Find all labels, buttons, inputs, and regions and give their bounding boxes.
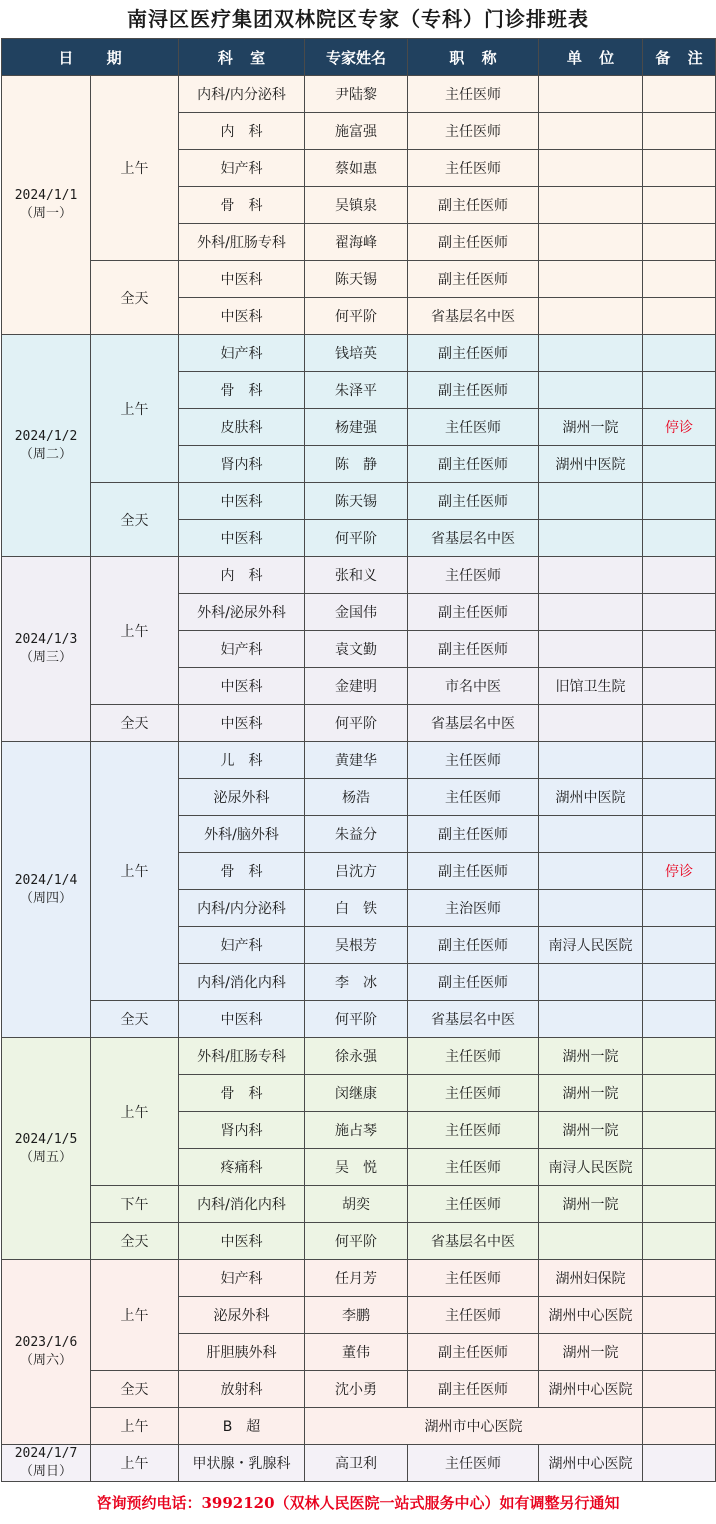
dept-cell: 骨 科 [179, 1075, 305, 1112]
title-cell: 主任医师 [408, 1260, 539, 1297]
title-cell: 主任医师 [408, 1186, 539, 1223]
unit-cell: 南浔人民医院 [539, 927, 643, 964]
header-date: 日 期 [2, 39, 179, 76]
table-row [2, 76, 716, 113]
table-row [2, 742, 716, 779]
expert-name-cell: 闵继康 [305, 1075, 408, 1112]
date-cell [2, 1260, 91, 1445]
period-cell: 上午 [91, 335, 179, 483]
expert-name-cell: 何平阶 [305, 1001, 408, 1038]
unit-cell [539, 557, 643, 594]
dept-cell: 疼痛科 [179, 1149, 305, 1186]
title-cell: 副主任医师 [408, 446, 539, 483]
expert-name-cell: 黄建华 [305, 742, 408, 779]
unit-cell: 湖州妇保院 [539, 1260, 643, 1297]
expert-name-cell: 钱培英 [305, 335, 408, 372]
expert-name-cell: 杨建强 [305, 409, 408, 446]
expert-name-cell: 蔡如惠 [305, 150, 408, 187]
unit-cell [539, 483, 643, 520]
unit-cell [539, 113, 643, 150]
title-cell: 主任医师 [408, 1075, 539, 1112]
unit-cell: 湖州中心医院 [539, 1297, 643, 1334]
note-cell [643, 779, 716, 816]
title-cell: 主任医师 [408, 150, 539, 187]
title-cell: 主任医师 [408, 1297, 539, 1334]
unit-cell: 旧馆卫生院 [539, 668, 643, 705]
expert-name-cell: 白 铁 [305, 890, 408, 927]
unit-cell [539, 705, 643, 742]
dept-cell: 骨 科 [179, 187, 305, 224]
dept-cell: 中医科 [179, 1223, 305, 1260]
note-cell [643, 927, 716, 964]
date-label: 2023/1/6 [14, 1335, 78, 1350]
expert-name-cell: 吴根芳 [305, 927, 408, 964]
expert-name-cell: 何平阶 [305, 520, 408, 557]
dept-cell: 泌尿外科 [179, 779, 305, 816]
period-cell: 上午 [91, 1260, 179, 1371]
dept-cell: 儿 科 [179, 742, 305, 779]
note-cell [643, 113, 716, 150]
title-cell: 副主任医师 [408, 261, 539, 298]
note-cell [643, 372, 716, 409]
period-cell: 上午 [91, 1408, 179, 1445]
expert-name-cell: 高卫利 [305, 1445, 408, 1482]
title-cell: 副主任医师 [408, 816, 539, 853]
title-cell: 主任医师 [408, 113, 539, 150]
expert-name-cell: 陈天锡 [305, 261, 408, 298]
dept-cell: 骨 科 [179, 372, 305, 409]
date-cell [2, 1038, 91, 1260]
header-note: 备 注 [643, 39, 716, 76]
note-cell [643, 816, 716, 853]
merged-unit-cell: 湖州市中心医院 [305, 1408, 643, 1445]
unit-cell [539, 890, 643, 927]
note-cell [643, 964, 716, 1001]
title-cell: 主治医师 [408, 890, 539, 927]
dept-cell: 外科/肛肠专科 [179, 224, 305, 261]
title-cell: 主任医师 [408, 557, 539, 594]
expert-name-cell: 杨浩 [305, 779, 408, 816]
unit-cell [539, 853, 643, 890]
note-cell: 停诊 [643, 853, 716, 890]
note-cell [643, 631, 716, 668]
unit-cell [539, 372, 643, 409]
weekday-label: （周二） [19, 446, 72, 462]
footer-notice: 咨询预约电话：3992120（双林人民医院一站式服务中心）如有调整另行通知 [96, 1494, 620, 1512]
title-cell: 副主任医师 [408, 853, 539, 890]
note-cell [643, 705, 716, 742]
expert-name-cell: 何平阶 [305, 298, 408, 335]
expert-name-cell: 施占琴 [305, 1112, 408, 1149]
table-row [2, 1371, 716, 1408]
period-cell: 全天 [91, 483, 179, 557]
header-row [2, 39, 716, 76]
title-cell: 省基层名中医 [408, 298, 539, 335]
dept-cell: 中医科 [179, 705, 305, 742]
dept-cell: 妇产科 [179, 150, 305, 187]
dept-cell: 内 科 [179, 113, 305, 150]
title-cell: 市名中医 [408, 668, 539, 705]
note-cell [643, 1075, 716, 1112]
dept-cell: 外科/脑外科 [179, 816, 305, 853]
dept-cell: 外科/泌尿外科 [179, 594, 305, 631]
schedule-body [2, 76, 716, 1482]
dept-cell: 中医科 [179, 1001, 305, 1038]
period-cell: 全天 [91, 705, 179, 742]
note-cell [643, 1260, 716, 1297]
dept-cell: 中医科 [179, 520, 305, 557]
unit-cell [539, 631, 643, 668]
expert-name-cell: 任月芳 [305, 1260, 408, 1297]
title-cell: 主任医师 [408, 779, 539, 816]
table-row [2, 335, 716, 372]
expert-name-cell: 金建明 [305, 668, 408, 705]
unit-cell: 湖州一院 [539, 409, 643, 446]
expert-name-cell: 何平阶 [305, 705, 408, 742]
unit-cell [539, 964, 643, 1001]
title-cell: 省基层名中医 [408, 1001, 539, 1038]
date-label: 2024/1/5 [14, 1131, 78, 1147]
note-cell [643, 187, 716, 224]
unit-cell: 湖州中心医院 [539, 1371, 643, 1408]
title-cell: 副主任医师 [408, 372, 539, 409]
unit-cell [539, 742, 643, 779]
period-cell: 上午 [91, 557, 179, 705]
note-cell [643, 742, 716, 779]
weekday-label: （周一） [19, 206, 72, 221]
title-cell: 副主任医师 [408, 1334, 539, 1371]
dept-cell: 中医科 [179, 261, 305, 298]
page-title: 南浔区医疗集团双林院区专家（专科）门诊排班表 [127, 7, 589, 31]
period-cell: 全天 [91, 261, 179, 335]
note-cell [643, 483, 716, 520]
title-cell: 省基层名中医 [408, 705, 539, 742]
period-cell: 上午 [91, 76, 179, 261]
dept-cell: 中医科 [179, 298, 305, 335]
title-cell: 副主任医师 [408, 224, 539, 261]
dept-cell: 皮肤科 [179, 409, 305, 446]
unit-cell [539, 520, 643, 557]
dept-cell: 妇产科 [179, 631, 305, 668]
table-row [2, 261, 716, 298]
dept-cell: 外科/肛肠专科 [179, 1038, 305, 1075]
title-cell: 副主任医师 [408, 335, 539, 372]
unit-cell [539, 224, 643, 261]
dept-cell: 中医科 [179, 483, 305, 520]
unit-cell: 湖州一院 [539, 1038, 643, 1075]
period-cell: 全天 [91, 1371, 179, 1408]
note-cell [643, 1038, 716, 1075]
unit-cell [539, 335, 643, 372]
note-cell [643, 1297, 716, 1334]
title-cell: 副主任医师 [408, 1371, 539, 1408]
note-cell: 停诊 [643, 409, 716, 446]
unit-cell [539, 187, 643, 224]
table-row [2, 1223, 716, 1260]
header-unit: 单 位 [539, 39, 643, 76]
expert-name-cell: 吴 悦 [305, 1149, 408, 1186]
unit-cell: 湖州一院 [539, 1186, 643, 1223]
dept-cell: 甲状腺・乳腺科 [179, 1445, 305, 1482]
dept-cell: 骨 科 [179, 853, 305, 890]
expert-name-cell: 沈小勇 [305, 1371, 408, 1408]
expert-name-cell: 陈 静 [305, 446, 408, 483]
unit-cell [539, 1001, 643, 1038]
period-cell: 上午 [91, 1038, 179, 1186]
dept-cell: 内科/消化内科 [179, 1186, 305, 1223]
note-cell [643, 76, 716, 113]
title-cell: 省基层名中医 [408, 520, 539, 557]
period-cell: 下午 [91, 1186, 179, 1223]
date-cell [2, 742, 91, 1038]
title-cell: 主任医师 [408, 1445, 539, 1482]
weekday-label: （周四） [19, 890, 72, 906]
date-label: 2024/1/7 [14, 1446, 78, 1461]
title-cell: 副主任医师 [408, 187, 539, 224]
table-row [2, 557, 716, 594]
unit-cell: 湖州一院 [539, 1075, 643, 1112]
note-cell [643, 261, 716, 298]
dept-cell: 内科/内分泌科 [179, 76, 305, 113]
unit-cell: 湖州中医院 [539, 779, 643, 816]
header-expert: 专家姓名 [305, 39, 408, 76]
note-cell [643, 1445, 716, 1482]
period-cell: 全天 [91, 1001, 179, 1038]
unit-cell [539, 816, 643, 853]
date-cell [2, 557, 91, 742]
date-cell [2, 1445, 91, 1482]
header-title: 职 称 [408, 39, 539, 76]
table-row [2, 1001, 716, 1038]
expert-name-cell: 朱泽平 [305, 372, 408, 409]
dept-cell: 内科/内分泌科 [179, 890, 305, 927]
note-cell [643, 1334, 716, 1371]
unit-cell: 湖州中医院 [539, 446, 643, 483]
note-cell [643, 150, 716, 187]
note-cell [643, 446, 716, 483]
weekday-label: （周六） [19, 1353, 72, 1368]
unit-cell [539, 298, 643, 335]
note-cell [643, 1223, 716, 1260]
note-cell [643, 224, 716, 261]
note-cell [643, 520, 716, 557]
expert-name-cell: 何平阶 [305, 1223, 408, 1260]
expert-name-cell: 胡奕 [305, 1186, 408, 1223]
weekday-label: （周五） [19, 1149, 72, 1165]
header-dept: 科 室 [179, 39, 305, 76]
expert-name-cell: 尹陆黎 [305, 76, 408, 113]
dept-cell: 妇产科 [179, 335, 305, 372]
unit-cell [539, 150, 643, 187]
weekday-label: （周三） [19, 650, 72, 665]
note-cell [643, 890, 716, 927]
unit-cell: 湖州中心医院 [539, 1445, 643, 1482]
table-row [2, 705, 716, 742]
title-cell: 主任医师 [408, 1112, 539, 1149]
period-cell: 全天 [91, 1223, 179, 1260]
note-cell [643, 298, 716, 335]
expert-name-cell: 金国伟 [305, 594, 408, 631]
dept-cell: 内 科 [179, 557, 305, 594]
dept-cell: 妇产科 [179, 1260, 305, 1297]
table-row [2, 483, 716, 520]
table-row [2, 1445, 716, 1482]
dept-cell: 肾内科 [179, 1112, 305, 1149]
note-cell [643, 557, 716, 594]
title-cell: 主任医师 [408, 1149, 539, 1186]
date-cell [2, 335, 91, 557]
title-cell: 副主任医师 [408, 483, 539, 520]
note-cell [643, 1186, 716, 1223]
dept-cell: 妇产科 [179, 927, 305, 964]
note-cell [643, 1371, 716, 1408]
date-label: 2024/1/2 [14, 428, 78, 444]
table-row [2, 1186, 716, 1223]
date-label: 2024/1/4 [14, 872, 78, 888]
note-cell [643, 1112, 716, 1149]
expert-name-cell: 李 冰 [305, 964, 408, 1001]
period-cell: 上午 [91, 1445, 179, 1482]
weekday-label: （周日） [19, 1464, 72, 1479]
note-cell [643, 1001, 716, 1038]
dept-cell: 中医科 [179, 668, 305, 705]
unit-cell: 湖州一院 [539, 1334, 643, 1371]
title-cell: 主任医师 [408, 1038, 539, 1075]
title-cell: 副主任医师 [408, 927, 539, 964]
expert-name-cell: 徐永强 [305, 1038, 408, 1075]
note-cell [643, 1408, 716, 1445]
table-row [2, 1408, 716, 1445]
date-cell [2, 76, 91, 335]
dept-cell: B 超 [179, 1408, 305, 1445]
dept-cell: 泌尿外科 [179, 1297, 305, 1334]
dept-cell: 内科/消化内科 [179, 964, 305, 1001]
expert-name-cell: 施富强 [305, 113, 408, 150]
expert-name-cell: 袁文勤 [305, 631, 408, 668]
unit-cell [539, 594, 643, 631]
title-cell: 副主任医师 [408, 964, 539, 1001]
expert-name-cell: 张和义 [305, 557, 408, 594]
table-row [2, 1260, 716, 1297]
title-cell: 主任医师 [408, 409, 539, 446]
expert-name-cell: 李鹏 [305, 1297, 408, 1334]
title-cell: 主任医师 [408, 742, 539, 779]
dept-cell: 放射科 [179, 1371, 305, 1408]
note-cell [643, 594, 716, 631]
title-cell: 省基层名中医 [408, 1223, 539, 1260]
expert-name-cell: 董伟 [305, 1334, 408, 1371]
title-cell: 副主任医师 [408, 631, 539, 668]
note-cell [643, 668, 716, 705]
unit-cell [539, 261, 643, 298]
unit-cell: 湖州一院 [539, 1112, 643, 1149]
expert-name-cell: 翟海峰 [305, 224, 408, 261]
title-cell: 主任医师 [408, 76, 539, 113]
dept-cell: 肝胆胰外科 [179, 1334, 305, 1371]
date-label: 2024/1/3 [14, 632, 78, 647]
table-row [2, 1038, 716, 1075]
date-label: 2024/1/1 [14, 188, 78, 203]
unit-cell [539, 1223, 643, 1260]
note-cell [643, 335, 716, 372]
unit-cell: 南浔人民医院 [539, 1149, 643, 1186]
expert-name-cell: 吕沈方 [305, 853, 408, 890]
expert-name-cell: 陈天锡 [305, 483, 408, 520]
period-cell: 上午 [91, 742, 179, 1001]
note-cell [643, 1149, 716, 1186]
expert-name-cell: 朱益分 [305, 816, 408, 853]
unit-cell [539, 76, 643, 113]
expert-name-cell: 吴镇泉 [305, 187, 408, 224]
title-cell: 副主任医师 [408, 594, 539, 631]
dept-cell: 肾内科 [179, 446, 305, 483]
schedule-table [1, 38, 716, 1482]
